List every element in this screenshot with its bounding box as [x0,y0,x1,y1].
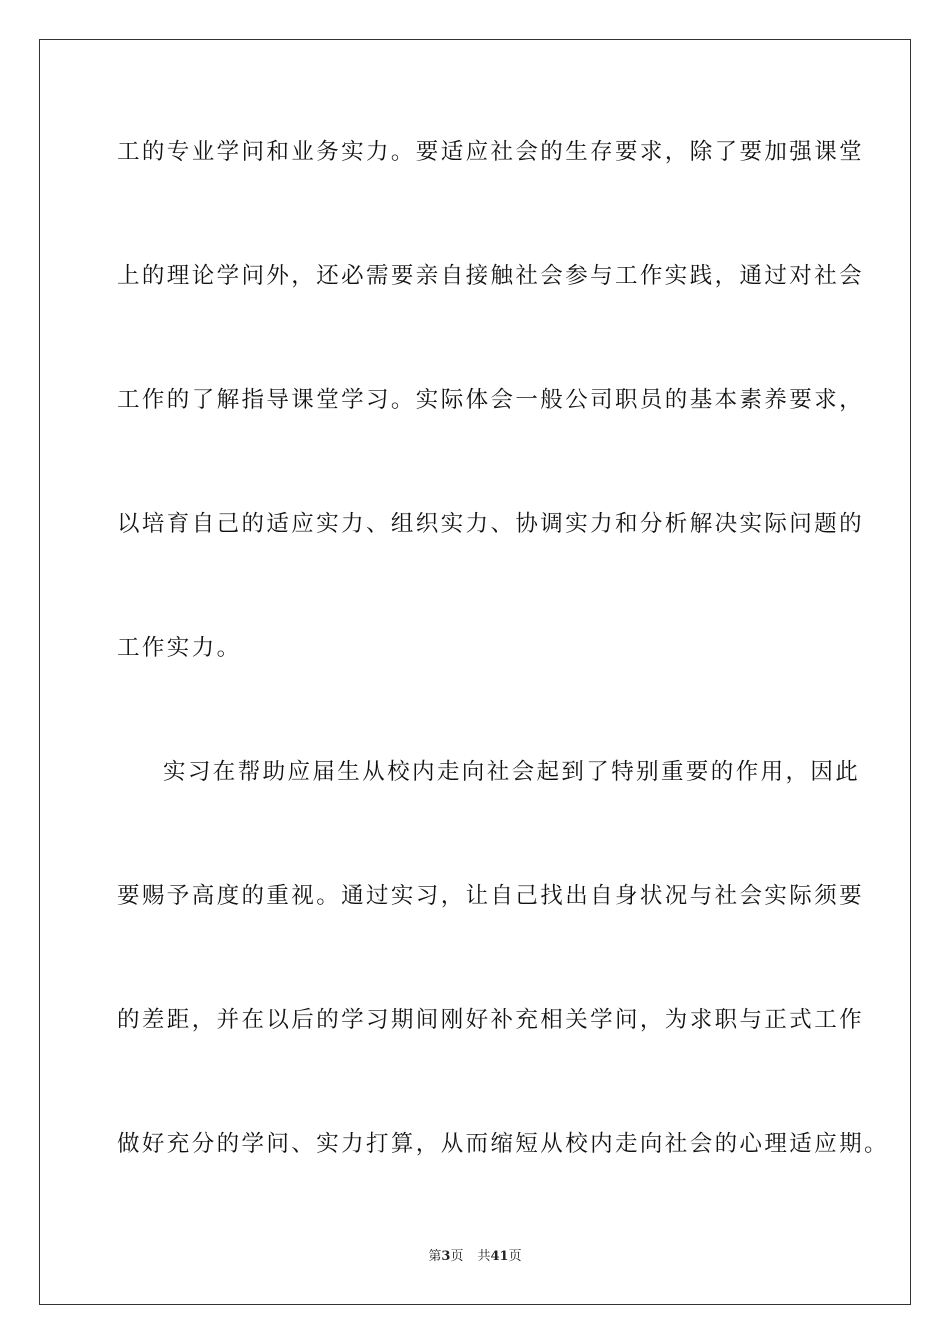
paragraph-2-line-1: 实习在帮助应届生从校内走向社会起到了特别重要的作用，因此 [163,759,861,785]
paragraph-2-line-4: 做好充分的学问、实力打算，从而缩短从校内走向社会的心理适应期。 [117,1131,889,1157]
total-pages: 41 [490,1249,509,1264]
page-frame [39,39,911,1305]
total-prefix: 共 [477,1249,491,1264]
paragraph-1-line-4: 以培育自己的适应实力、组织实力、协调实力和分析解决实际问题的 [117,511,865,537]
total-suffix: 页 [508,1249,522,1264]
paragraph-1-line-1: 工的专业学问和业务实力。要适应社会的生存要求，除了要加强课堂 [117,139,865,165]
page-footer [0,1248,950,1266]
paragraph-1-line-3: 工作的了解指导课堂学习。实际体会一般公司职员的基本素养要求， [117,387,865,413]
paragraph-2-line-3: 的差距，并在以后的学习期间刚好补充相关学问，为求职与正式工作 [117,1007,865,1033]
paragraph-1-line-5: 工作实力。 [117,635,242,661]
page-number: 3 [441,1249,451,1264]
page-suffix: 页 [450,1249,464,1264]
paragraph-1-line-2: 上的理论学问外，还必需要亲自接触社会参与工作实践，通过对社会 [117,263,865,289]
page-prefix: 第 [428,1249,442,1264]
paragraph-2-line-2: 要赐予高度的重视。通过实习，让自己找出自身状况与社会实际须要 [117,883,865,909]
